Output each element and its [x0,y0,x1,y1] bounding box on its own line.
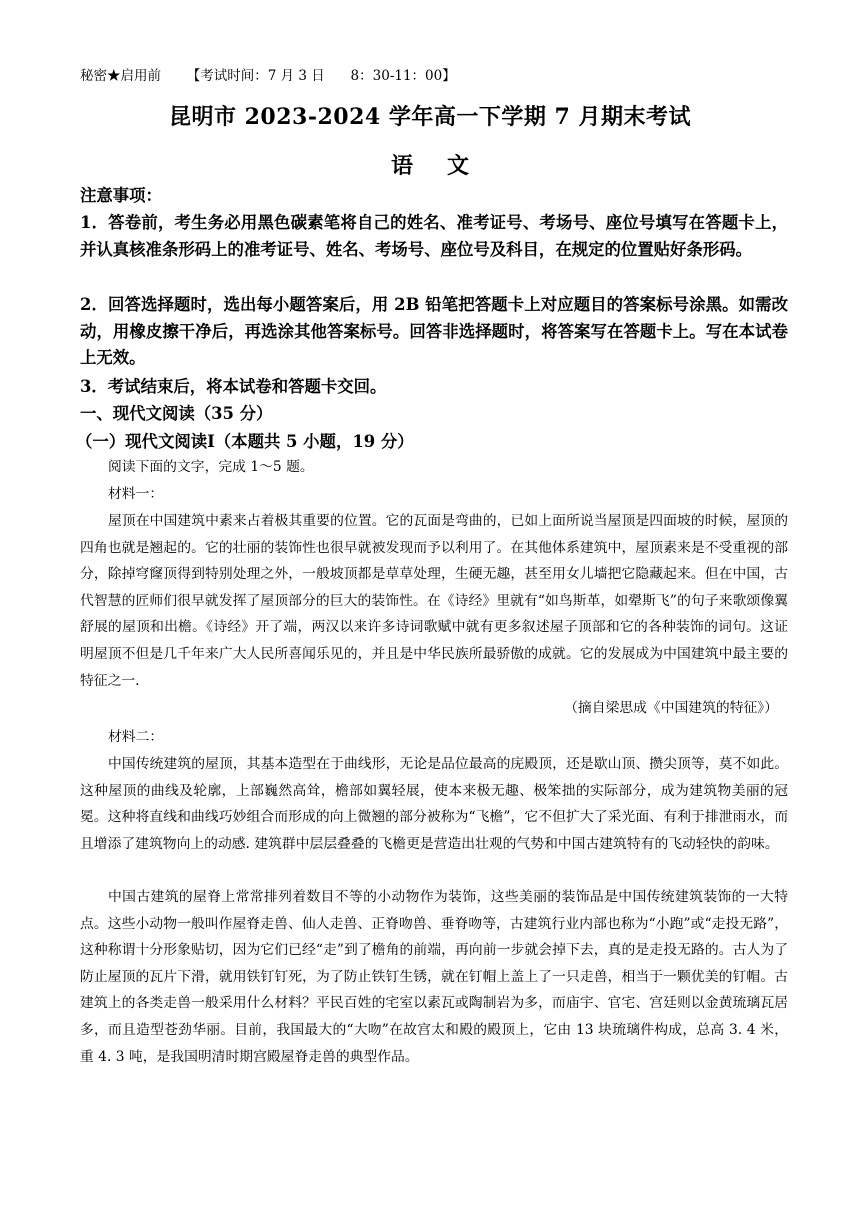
confidential-mark: 秘密★启用前 [80,68,161,84]
material-2-paragraph-1: 中国传统建筑的屋顶，其基本造型在于曲线形，无论是品位最高的庑殿顶，还是歇山顶、攒尖顶等，莫不如此。这种屋顶的曲线及轮廓，上部巍然高耸，檐部如翼轻展，使本来极无趣、极笨拙的实际部分，成为建筑物美丽的冠冕。这种将直线和曲线巧妙组合而形成的向上微翘的部分被称为“飞檐”，它不但扩大了采光面、有利于排泄雨水，而且增添了建筑物向上的动感. 建筑群中层层叠叠的飞檐更是营造出壮观的气势和中国古建筑特有的飞动轻快的韵味。 [80,756,788,852]
subsection-heading: （一）现代文阅读Ⅰ（本题共 5 小题，19 分） [76,432,414,451]
header-line [80,64,456,84]
material-1-source: （摘自梁思成《中国建筑的特征》） [564,700,778,716]
notice-item-3: 3．考试结束后，将本试卷和答题卡交回。 [80,377,387,396]
subject-title: 语文 [390,153,503,179]
notice-heading: 注意事项： [80,186,162,205]
notice-item-2: 2．回答选择题时，选出每小题答案后，用 2B 铅笔把答题卡上对应题目的答案标号涂黑。如需改动，用橡皮擦干净后，再选涂其他答案标号。回答非选择题时，将答案写在答题卡上。写在本试卷上无效。 [80,295,788,367]
material-1-label: 材料一： [108,486,164,502]
notice-item-1: 1．答卷前，考生务必用黑色碳素笔将自己的姓名、准考证号、考场号、座位号填写在答题卡上，并认真核准条形码上的准考证号、姓名、考场号、座位号及科目，在规定的位置贴好条形码。 [80,213,788,259]
section-heading: 一、现代文阅读（35 分） [80,404,273,423]
material-2-label: 材料二： [108,729,164,745]
material-2-paragraph-2: 中国古建筑的屋脊上常常排列着数目不等的小动物作为装饰，这些美丽的装饰品是中国传统建筑装饰的一大特点。这些小动物一般叫作屋脊走兽、仙人走兽、正脊吻兽、垂脊吻等，古建筑行业内部也称为“小跑”或“走投无路”，这种称谓十分形象贴切，因为它们已经“走”到了檐角的前端，再向前一步就会掉下去，真的是走投无路的。古人为了防止屋顶的瓦片下滑，就用铁钉钉死，为了防止铁钉生锈，就在钉帽上盖上了一只走兽，相当于一颗优美的钉帽。古建筑上的各类走兽一般采用什么材料？平民百姓的宅室以素瓦或陶制岩为多，而庙宇、官宅、宫廷则以金黄琉璃瓦居多，而且造型苍劲华丽。目前，我国最大的“大吻”在故宫太和殿的殿顶上，它由 13 块琉璃件构成，总高 3. 4 米，重 4. 3 吨，是我国明清时期宫殿屋脊走兽的典型作品。 [80,889,788,1065]
exam-time: 【考试时间：7 月 3 日 8：30-11：00】 [186,68,456,84]
material-1-paragraph: 屋顶在中国建筑中素来占着极其重要的位置。它的瓦面是弯曲的，已如上面所说当屋顶是四面坡的时候，屋顶的四角也就是翘起的。它的壮丽的装饰性也很早就被发现而予以利用了。在其他体系建筑中，屋顶素来是不受重视的部分，除掉穹窿顶得到特别处理之外，一般坡顶都是草草处理，生硬无趣，甚至用女儿墙把它隐藏起来。但在中国，古代智慧的匠师们很早就发挥了屋顶部分的巨大的装饰性。在《诗经》里就有“如鸟斯革，如翚斯飞”的句子来歌颂像翼舒展的屋顶和出檐。《诗经》开了端，两汉以来许多诗词歌赋中就有更多叙述屋子顶部和它的各种装饰的词句。这证明屋顶不但是几千年来广大人民所喜闻乐见的，并且是中华民族所最骄傲的成就。它的发展成为中国建筑中最主要的特征之一. [80,513,788,689]
reading-instruction: 阅读下面的文字，完成 1～5 题。 [108,459,314,475]
exam-title: 昆明市 2023-2024 学年高一下学期 7 月期末考试 [168,104,692,130]
